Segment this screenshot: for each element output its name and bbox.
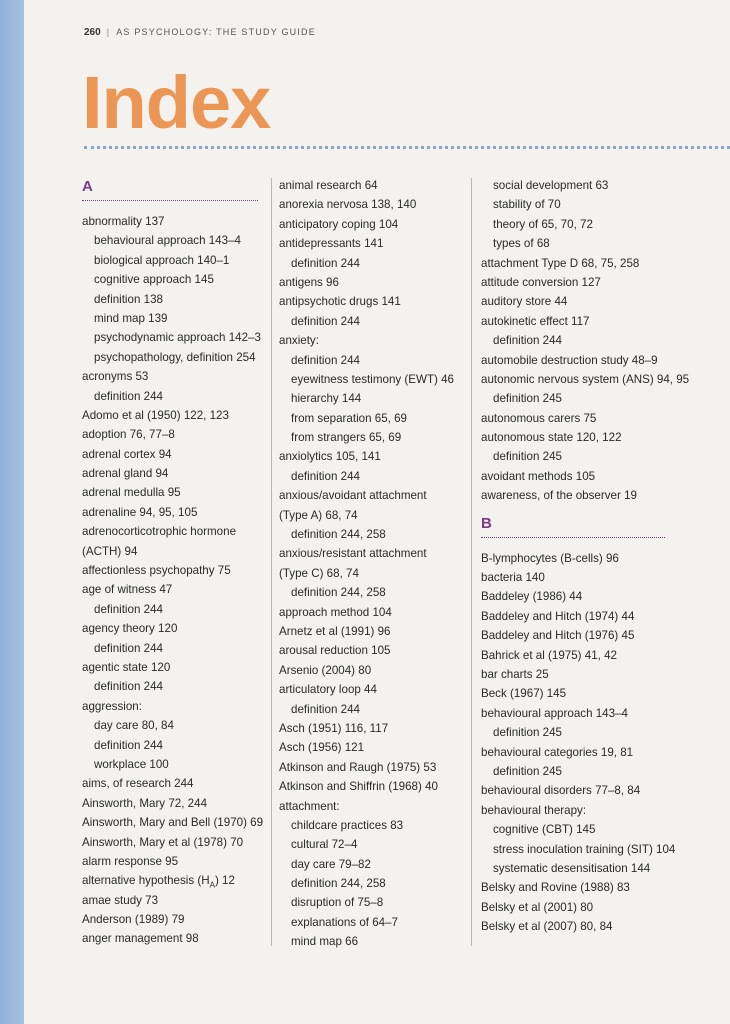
index-subentry xyxy=(279,874,469,893)
index-subentry xyxy=(279,700,469,719)
index-subentry xyxy=(481,195,671,214)
entry-text: definition 244 xyxy=(94,389,163,403)
index-entry xyxy=(481,292,671,311)
index-column-1 xyxy=(82,176,272,949)
entry-text: stress inoculation training (SIT) 104 xyxy=(493,842,676,856)
entry-text: adrenaline 94, 95, 105 xyxy=(82,505,198,519)
index-entry xyxy=(279,273,469,292)
entry-text: Belsky and Rovine (1988) 83 xyxy=(481,881,630,895)
index-subentry xyxy=(481,840,676,859)
index-subentry xyxy=(279,932,469,951)
entry-text: attachment Type D 68, 75, 258 xyxy=(481,256,640,270)
index-entry xyxy=(82,542,272,561)
entry-text: agency theory 120 xyxy=(82,622,178,636)
index-subentry xyxy=(82,600,272,619)
entry-text: anxiety: xyxy=(279,334,319,348)
index-entry xyxy=(82,503,272,522)
entry-text: avoidant methods 105 xyxy=(481,469,596,483)
index-subentry xyxy=(481,389,671,408)
index-entry xyxy=(279,544,469,563)
index-entry xyxy=(82,813,272,832)
entry-text: definition 244 xyxy=(291,314,360,328)
entry-text: aims, of research 244 xyxy=(82,777,194,791)
entry-text: adrenal medulla 95 xyxy=(82,486,181,500)
entry-text: autonomic nervous system (ANS) 94, 95 xyxy=(481,372,690,386)
entry-text: definition 245 xyxy=(493,392,562,406)
index-entry xyxy=(279,215,469,234)
column-divider xyxy=(471,178,472,946)
index-subentry xyxy=(82,309,272,328)
index-subentry xyxy=(481,762,671,781)
entry-text: cultural 72–4 xyxy=(291,838,358,852)
index-subentry xyxy=(279,370,469,389)
index-entry xyxy=(481,409,671,428)
entry-text: antipsychotic drugs 141 xyxy=(279,295,401,309)
index-entry xyxy=(82,852,272,871)
index-subentry xyxy=(279,389,469,408)
index-entry xyxy=(481,467,671,486)
index-entry xyxy=(82,910,272,929)
section-gap xyxy=(481,506,671,513)
entry-text: definition 244 xyxy=(291,353,360,367)
entry-text: definition 245 xyxy=(493,726,562,740)
entry-text: articulatory loop 44 xyxy=(279,683,377,697)
entry-text: adoption 76, 77–8 xyxy=(82,428,175,442)
entry-text: attitude conversion 127 xyxy=(481,275,601,289)
entry-text: workplace 100 xyxy=(94,757,169,771)
index-subentry xyxy=(279,467,469,486)
index-subentry xyxy=(82,290,272,309)
entry-text: stability of 70 xyxy=(493,198,561,212)
entry-text: Belsky et al (2007) 80, 84 xyxy=(481,920,613,934)
entry-text: Asch (1956) 121 xyxy=(279,741,365,755)
index-subentry xyxy=(481,176,671,195)
entry-text: definition 244 xyxy=(94,738,163,752)
index-entry xyxy=(82,464,272,483)
entry-text: explanations of 64–7 xyxy=(291,915,399,929)
entry-text: adrenal gland 94 xyxy=(82,467,169,481)
index-subentry xyxy=(82,251,272,270)
entry-text: anxiolytics 105, 141 xyxy=(279,450,381,464)
entry-text: (Type C) 68, 74 xyxy=(279,566,359,580)
entry-text: auditory store 44 xyxy=(481,295,568,309)
entry-text: definition 244 xyxy=(291,256,360,270)
index-entry xyxy=(481,312,671,331)
entry-text: bacteria 140 xyxy=(481,571,545,585)
index-entry xyxy=(82,929,272,948)
index-entry xyxy=(82,367,272,386)
index-entry xyxy=(279,195,469,214)
entry-text: age of witness 47 xyxy=(82,583,173,597)
index-entry xyxy=(481,646,671,665)
entry-text: arousal reduction 105 xyxy=(279,644,391,658)
entry-text: hierarchy 144 xyxy=(291,392,362,406)
entry-text: Asch (1951) 116, 117 xyxy=(279,721,389,735)
index-subentry xyxy=(279,254,469,273)
index-entry xyxy=(279,661,469,680)
index-entry xyxy=(481,743,671,762)
index-entry xyxy=(481,587,671,606)
entry-text: autonomous state 120, 122 xyxy=(481,431,622,445)
section-dotted-rule xyxy=(82,200,258,201)
entry-text: biological approach 140–1 xyxy=(94,253,230,267)
index-entry xyxy=(82,833,272,852)
index-entry xyxy=(481,684,671,703)
index-entry xyxy=(82,561,272,580)
entry-text: autokinetic effect 117 xyxy=(481,314,590,328)
index-subentry xyxy=(481,215,671,234)
column-divider xyxy=(271,178,272,946)
entry-text: Arsenio (2004) 80 xyxy=(279,663,372,677)
index-entry xyxy=(481,704,671,723)
index-subentry xyxy=(82,736,272,755)
index-subentry xyxy=(481,859,671,878)
index-entry xyxy=(82,658,272,677)
entry-text: mind map 139 xyxy=(94,311,168,325)
index-subentry xyxy=(279,913,469,932)
entry-text: adrenocorticotrophic hormone xyxy=(82,525,237,539)
index-subentry xyxy=(279,835,469,854)
index-entry xyxy=(279,234,469,253)
entry-text: definition 244 xyxy=(291,469,360,483)
entry-text: psychodynamic approach 142–3 xyxy=(94,331,261,345)
index-entry xyxy=(481,801,671,820)
page-title: Index xyxy=(82,61,271,144)
entry-text: psychopathology, definition 254 xyxy=(94,350,256,364)
entry-text: definition 244 xyxy=(94,602,163,616)
index-entry xyxy=(481,273,671,292)
index-subentry xyxy=(279,583,469,602)
entry-text: bar charts 25 xyxy=(481,667,549,681)
entry-text: acronyms 53 xyxy=(82,370,149,384)
index-entry xyxy=(481,898,671,917)
entry-text: Ainsworth, Mary 72, 244 xyxy=(82,796,208,810)
index-subentry xyxy=(279,893,469,912)
entry-text: aggression: xyxy=(82,699,142,713)
entry-text: attachment: xyxy=(279,799,340,813)
entry-subscript: A xyxy=(209,880,215,890)
entry-text: eyewitness testimony (EWT) 46 xyxy=(291,372,455,386)
index-subentry xyxy=(82,270,272,289)
index-entry xyxy=(82,697,272,716)
index-entry xyxy=(82,522,272,541)
entry-text: abnormality 137 xyxy=(82,215,165,228)
index-subentry xyxy=(279,525,469,544)
index-subentry xyxy=(279,409,469,428)
entry-text: definition 245 xyxy=(493,450,562,464)
index-entry xyxy=(481,626,671,645)
index-entry xyxy=(279,331,469,350)
entry-text: definition 244 xyxy=(493,334,562,348)
entry-text: theory of 65, 70, 72 xyxy=(493,217,593,231)
entry-text: cognitive (CBT) 145 xyxy=(493,823,596,837)
entry-text: anger management 98 xyxy=(82,932,199,946)
index-entry xyxy=(279,777,469,796)
entry-text: from strangers 65, 69 xyxy=(291,431,402,445)
entry-text: (ACTH) 94 xyxy=(82,544,138,558)
entry-text: Anderson (1989) 79 xyxy=(82,913,185,927)
index-subentry xyxy=(82,348,272,367)
index-entry xyxy=(82,580,272,599)
index-entry xyxy=(279,797,469,816)
index-subentry xyxy=(279,312,469,331)
index-subentry xyxy=(481,234,671,253)
index-entry xyxy=(481,781,671,800)
entry-text: automobile destruction study 48–9 xyxy=(481,353,658,367)
entry-text: anorexia nervosa 138, 140 xyxy=(279,198,417,212)
index-entry xyxy=(279,603,469,622)
entry-text: definition 244 xyxy=(291,702,360,716)
index-entry xyxy=(82,445,272,464)
entry-text: cognitive approach 145 xyxy=(94,273,214,287)
entry-text: definition 138 xyxy=(94,292,163,306)
entry-text: mind map 66 xyxy=(291,935,359,949)
index-subentry xyxy=(82,231,272,250)
index-subentry xyxy=(481,723,671,742)
index-subentry xyxy=(279,351,469,370)
index-subentry xyxy=(82,677,272,696)
title-dotted-rule xyxy=(84,146,730,149)
index-entry xyxy=(82,406,272,425)
index-entry xyxy=(481,549,671,568)
entry-text: animal research 64 xyxy=(279,179,378,192)
section-dotted-rule xyxy=(481,537,665,538)
index-entry xyxy=(481,351,671,370)
entry-text: systematic desensitisation 144 xyxy=(493,861,651,875)
entry-text: behavioural categories 19, 81 xyxy=(481,745,634,759)
entry-text: Bahrick et al (1975) 41, 42 xyxy=(481,648,617,662)
entry-text: social development 63 xyxy=(493,179,609,192)
index-entry xyxy=(279,738,469,757)
entry-text: definition 244, 258 xyxy=(291,877,386,891)
index-subentry xyxy=(82,387,272,406)
entry-text: definition 244 xyxy=(94,641,163,655)
entry-text: affectionless psychopathy 75 xyxy=(82,564,231,578)
entry-text: Baddeley and Hitch (1974) 44 xyxy=(481,609,635,623)
index-subentry xyxy=(481,331,671,350)
entry-text: autonomous carers 75 xyxy=(481,411,597,425)
index-entry xyxy=(481,665,671,684)
index-entry xyxy=(279,564,469,583)
entry-text: behavioural disorders 77–8, 84 xyxy=(481,784,641,798)
index-column-2 xyxy=(279,176,469,952)
index-entry xyxy=(279,176,469,195)
section-letter: A xyxy=(82,178,93,195)
index-entry xyxy=(481,486,671,505)
entry-text: Belsky et al (2001) 80 xyxy=(481,900,594,914)
entry-text: types of 68 xyxy=(493,237,550,251)
index-entry xyxy=(82,871,272,890)
index-subentry xyxy=(82,755,272,774)
entry-text: definition 244 xyxy=(94,680,163,694)
index-entry xyxy=(279,506,469,525)
index-entry xyxy=(481,428,671,447)
index-entry xyxy=(481,254,671,273)
index-entry xyxy=(279,641,469,660)
index-entry xyxy=(82,774,272,793)
running-header xyxy=(84,24,316,40)
index-entry xyxy=(82,483,272,502)
entry-text: anxious/avoidant attachment xyxy=(279,489,427,503)
entry-text: Ainsworth, Mary and Bell (1970) 69 xyxy=(82,816,264,830)
entry-text: definition 244, 258 xyxy=(291,586,386,600)
index-entry xyxy=(82,425,272,444)
entry-text: Baddeley (1986) 44 xyxy=(481,590,583,604)
entry-text: Atkinson and Raugh (1975) 53 xyxy=(279,760,437,774)
index-entry xyxy=(279,486,469,505)
index-entry xyxy=(279,758,469,777)
entry-text: B-lymphocytes (B-cells) 96 xyxy=(481,551,619,565)
entry-text: Atkinson and Shiffrin (1968) 40 xyxy=(279,780,438,794)
index-entry xyxy=(481,568,671,587)
entry-text: from separation 65, 69 xyxy=(291,411,408,425)
entry-text: day care 79–82 xyxy=(291,857,371,871)
entry-text: Arnetz et al (1991) 96 xyxy=(279,624,391,638)
left-color-band xyxy=(0,0,24,1024)
index-entry xyxy=(82,212,272,231)
index-entry xyxy=(481,917,671,936)
index-entry xyxy=(82,619,272,638)
entry-text: Adomo et al (1950) 122, 123 xyxy=(82,408,229,422)
index-subentry xyxy=(82,716,272,735)
entry-text: childcare practices 83 xyxy=(291,818,404,832)
section-letter: B xyxy=(481,514,492,532)
index-entry xyxy=(481,878,671,897)
entry-text: behavioural therapy: xyxy=(481,803,587,817)
index-column-3 xyxy=(481,176,690,936)
entry-text: definition 245 xyxy=(493,764,562,778)
index-entry xyxy=(82,891,272,910)
book-title: AS PSYCHOLOGY: THE STUDY GUIDE xyxy=(116,27,316,37)
entry-text: (Type A) 68, 74 xyxy=(279,508,358,522)
index-entry xyxy=(279,622,469,641)
index-subentry xyxy=(82,328,272,347)
entry-text: behavioural approach 143–4 xyxy=(481,706,628,720)
entry-text: alarm response 95 xyxy=(82,854,179,868)
index-entry xyxy=(481,370,690,389)
entry-text: adrenal cortex 94 xyxy=(82,447,172,461)
entry-text: approach method 104 xyxy=(279,605,392,619)
entry-text: agentic state 120 xyxy=(82,660,171,674)
entry-text: antigens 96 xyxy=(279,275,339,289)
entry-text: antidepressants 141 xyxy=(279,237,384,251)
index-subentry xyxy=(279,816,469,835)
page-number: 260 xyxy=(84,26,101,38)
index-entry xyxy=(82,794,272,813)
index-entry xyxy=(279,719,469,738)
entry-text: anxious/resistant attachment xyxy=(279,547,427,561)
entry-text: disruption of 75–8 xyxy=(291,896,384,910)
entry-text: Beck (1967) 145 xyxy=(481,687,567,701)
entry-text: Baddeley and Hitch (1976) 45 xyxy=(481,629,635,643)
index-subentry xyxy=(481,820,671,839)
index-subentry xyxy=(279,855,469,874)
entry-text: behavioural approach 143–4 xyxy=(94,234,241,248)
entry-text: alternative hypothesis (H xyxy=(82,874,210,888)
index-entry xyxy=(279,680,469,699)
entry-text: definition 244, 258 xyxy=(291,528,386,542)
index-subentry xyxy=(481,447,671,466)
index-entry xyxy=(279,447,469,466)
entry-text-after: ) 12 xyxy=(214,874,235,888)
header-separator: | xyxy=(106,27,111,37)
entry-text: awareness, of the observer 19 xyxy=(481,489,637,503)
entry-text: Ainsworth, Mary et al (1978) 70 xyxy=(82,835,244,849)
index-subentry xyxy=(279,428,469,447)
index-entry xyxy=(279,292,469,311)
index-entry xyxy=(481,607,671,626)
entry-text: amae study 73 xyxy=(82,893,159,907)
entry-text: day care 80, 84 xyxy=(94,719,174,733)
entry-text: anticipatory coping 104 xyxy=(279,217,399,231)
index-subentry xyxy=(82,639,272,658)
